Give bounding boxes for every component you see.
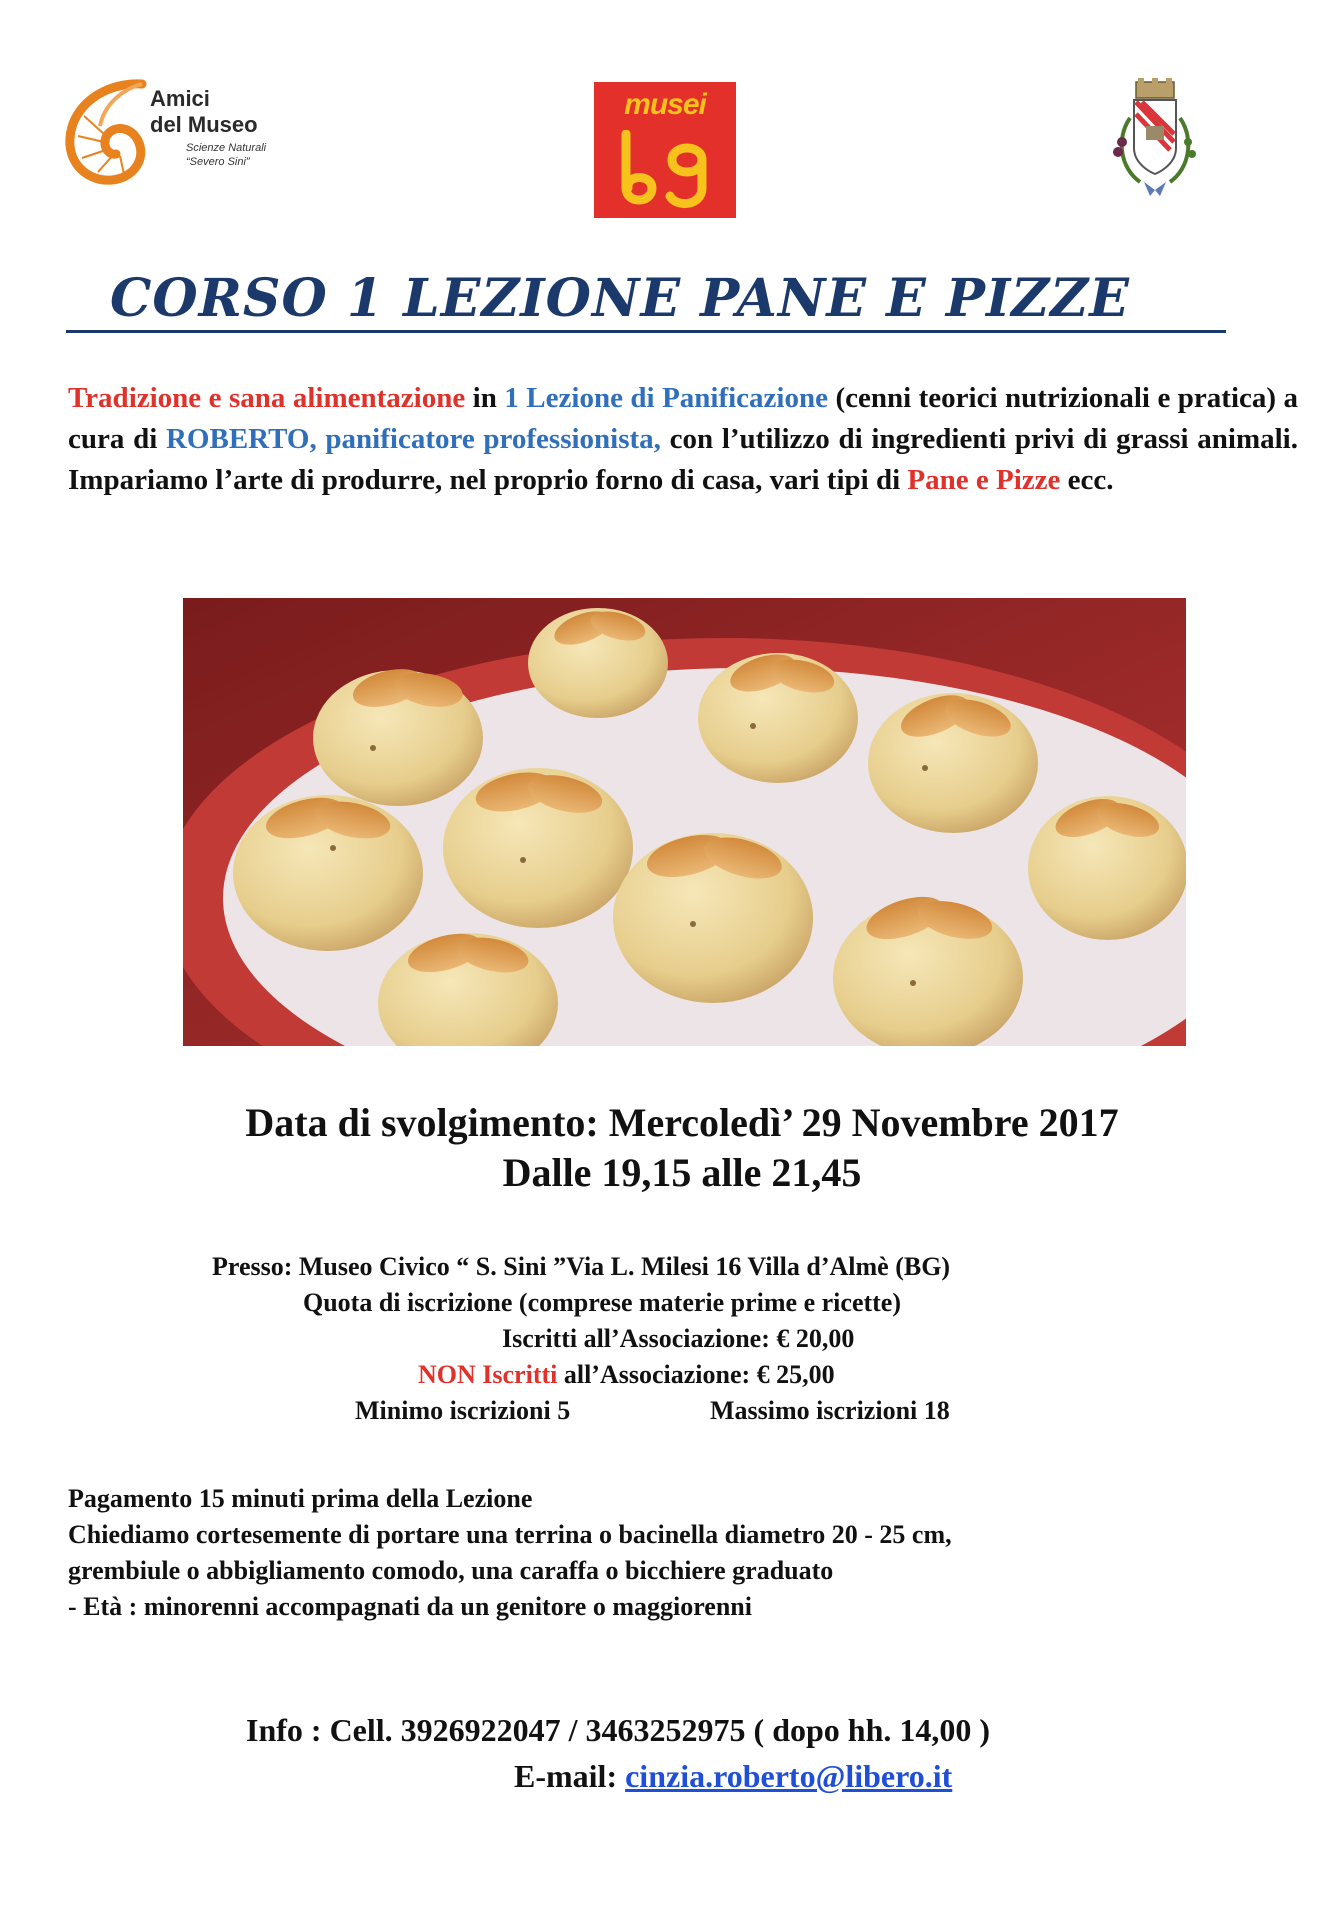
bunny-bread-photo (183, 598, 1186, 1046)
max-enrolment: Massimo iscrizioni 18 (710, 1396, 950, 1425)
amici-line1: Amici (150, 86, 210, 111)
email-label: E-mail: (514, 1758, 626, 1794)
intro-highlight-tradizione: Tradizione e sana alimentazione (68, 382, 466, 414)
intro-text: ecc. (1060, 464, 1114, 496)
info-phone: Info : Cell. 3926922047 / 3463252975 ( dopo hh. 14,00 ) (246, 1712, 991, 1748)
musei-word: musei (624, 88, 706, 121)
page-title (66, 268, 1226, 333)
musei-bg-logo (594, 82, 736, 218)
intro-highlight-lezione: 1 Lezione di Panificazione (504, 382, 828, 414)
amici-del-museo-logo (64, 76, 304, 186)
bg-mark-icon (616, 130, 716, 212)
fee-members: Iscritti all’Associazione: € 20,00 (502, 1324, 855, 1353)
intro-highlight-roberto: ROBERTO, panificatore professionista, (165, 423, 661, 455)
event-time: Dalle 19,15 alle 21,45 (502, 1150, 862, 1195)
note-line: Chiediamo cortesemente di portare una terrina o bacinella diametro 20 - 25 cm, (68, 1520, 952, 1549)
non-members-label: NON Iscritti (418, 1360, 558, 1389)
intro-text: in (465, 382, 505, 414)
venue-address: Presso: Museo Civico “ S. Sini ”Via L. Milesi 16 Villa d’Almè (BG) (212, 1252, 951, 1281)
amici-line2: del Museo (150, 112, 258, 137)
intro-paragraph (68, 378, 1298, 501)
amici-line3: Scienze Naturali (186, 142, 267, 154)
coat-of-arms-icon (1100, 78, 1210, 208)
fee-heading: Quota di iscrizione (comprese materie prime e ricette) (303, 1288, 901, 1317)
intro-highlight-pane-pizze: Pane e Pizze (907, 464, 1061, 496)
email-link[interactable]: cinzia.roberto@libero.it (625, 1758, 953, 1794)
event-date: Data di svolgimento: Mercoledì’ 29 Novembre 2017 (245, 1100, 1119, 1145)
note-line: grembiule o abbigliamento comodo, una caraffa o bicchiere graduato (68, 1556, 834, 1585)
amici-line4: “Severo Sini” (186, 156, 250, 168)
intro-text: (cenni teorici nutrizionali e pratica) a cura di (68, 382, 1298, 455)
intro-text: con l’utilizzo di ingredienti privi di grassi animali. Impariamo l’arte di produrre, nel proprio forno di casa, vari tipi di (68, 423, 1298, 496)
date-block (0, 1098, 1340, 1198)
note-line: Pagamento 15 minuti prima della Lezione (68, 1484, 533, 1513)
min-enrolment: Minimo iscrizioni 5 (355, 1396, 571, 1425)
note-line: - Età : minorenni accompagnati da un genitore o maggiorenni (68, 1592, 752, 1621)
non-members-fee: all’Associazione: € 25,00 (557, 1360, 835, 1389)
page-title-text: CORSO 1 LEZIONE PANE E PIZZE (110, 268, 1130, 329)
fee-non-members (418, 1358, 835, 1392)
info-email (514, 1756, 952, 1796)
nautilus-shell-icon (64, 76, 150, 186)
